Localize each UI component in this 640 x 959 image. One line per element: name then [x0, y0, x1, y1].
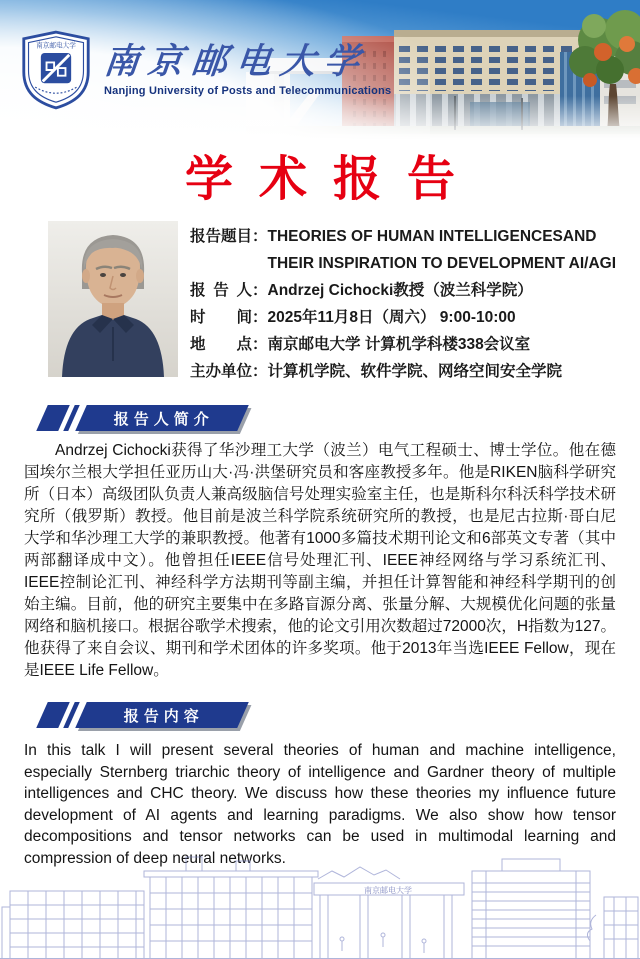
sketch-caption: 南京邮电大学 — [364, 886, 412, 895]
speaker-photo — [48, 221, 178, 377]
university-shield-icon — [20, 30, 92, 110]
university-name-en: Nanjing University of Posts and Telecommunications — [104, 84, 392, 97]
campus-sketch — [0, 855, 640, 959]
info-row-speaker — [190, 277, 622, 304]
university-name-zh: 南京邮电大学 — [101, 41, 371, 83]
info-label-host: 主办单位： — [190, 363, 268, 381]
info-row-host — [190, 358, 622, 385]
info-value-location: 南京邮电大学 计算机学科楼338会议室 — [267, 336, 531, 354]
lecture-details — [190, 223, 622, 385]
info-label-location: 地 点： — [190, 336, 268, 354]
shield-top-text: 南京邮电大学 — [36, 42, 76, 50]
university-brand — [20, 30, 391, 110]
section-heading-abstract: 报告内容 — [124, 707, 205, 725]
info-label-speaker: 报 告 人： — [190, 282, 268, 300]
speaker-bio-text: Andrzej Cichocki获得了华沙理工大学（波兰）电气工程硕士、博士学位。他在德国埃尔兰根大学担任亚历山大·冯·洪堡研究员和客座教授多年。他是RIKEN脑科学研究所（日本）高级团队负责人兼高级脑信号处理实验室主任，也是斯科尔科沃科学技术研究所（俄罗斯）教授。他目前是波兰科学院系统研究所的教授，也是尼古拉斯·哥白尼大学和华沙理工大学的兼职教授。他著有1000多篇技术期刊论文和6部英文专著（其中两部翻译成中文）。他曾担任IEEE信号处理汇刊、IEEE神经网络与学习系统汇刊、IEEE控制论汇刊、神经科学方法期刊等副主编，并担任计算智能和神经科学期刊的创始主编。目前，他的研究主要集中在多路盲源分离、张量分解、大规模优化问题的张量网络和脑机接口。根据谷歌学术搜索，他的论文引用次数超过72000次，H指数为127。他获得了来自会议、期刊和学术团体的许多奖项。他于2013年当选IEEE Fellow，现在是IEEE Life Fellow。 — [24, 442, 616, 680]
info-value-speaker: Andrzej Cichocki教授（波兰科学院） — [267, 282, 533, 300]
info-row-topic — [190, 223, 622, 277]
info-value-host: 计算机学院、软件学院、网络空间安全学院 — [267, 363, 563, 381]
section-banner-abstract — [42, 702, 640, 728]
info-row-location — [190, 331, 622, 358]
section-heading-bio: 报告人简介 — [114, 410, 215, 428]
info-value-time: 2025年11月8日（周六） 9:00-10:00 — [267, 309, 516, 327]
page-title: 学术报告 — [184, 151, 481, 207]
info-value-topic: THEORIES OF HUMAN INTELLIGENCESAND THEIR INSPIRATION TO DEVELOPMENT AI/AGI — [267, 228, 617, 273]
banner-body — [75, 405, 249, 431]
banner-body — [75, 702, 249, 728]
info-row-time — [190, 304, 622, 331]
info-label-time: 时 间： — [190, 309, 268, 327]
header-banner — [0, 0, 640, 140]
info-label-topic: 报告题目： — [190, 228, 268, 246]
section-banner-bio — [42, 405, 640, 431]
abstract-text: In this talk I will present several theories of human and machine intelligence, especially Sternberg triarchic theory of intelligence and Gardner theory of multiple intelligences and CHC theory. We discuss how these theories my influence future development of AI agents and learning paradigms. We also show how tensor decompositions and tensor networks can be used in multimodal learning and compression of deep neural networks. — [24, 742, 616, 867]
lecture-info — [48, 221, 622, 385]
